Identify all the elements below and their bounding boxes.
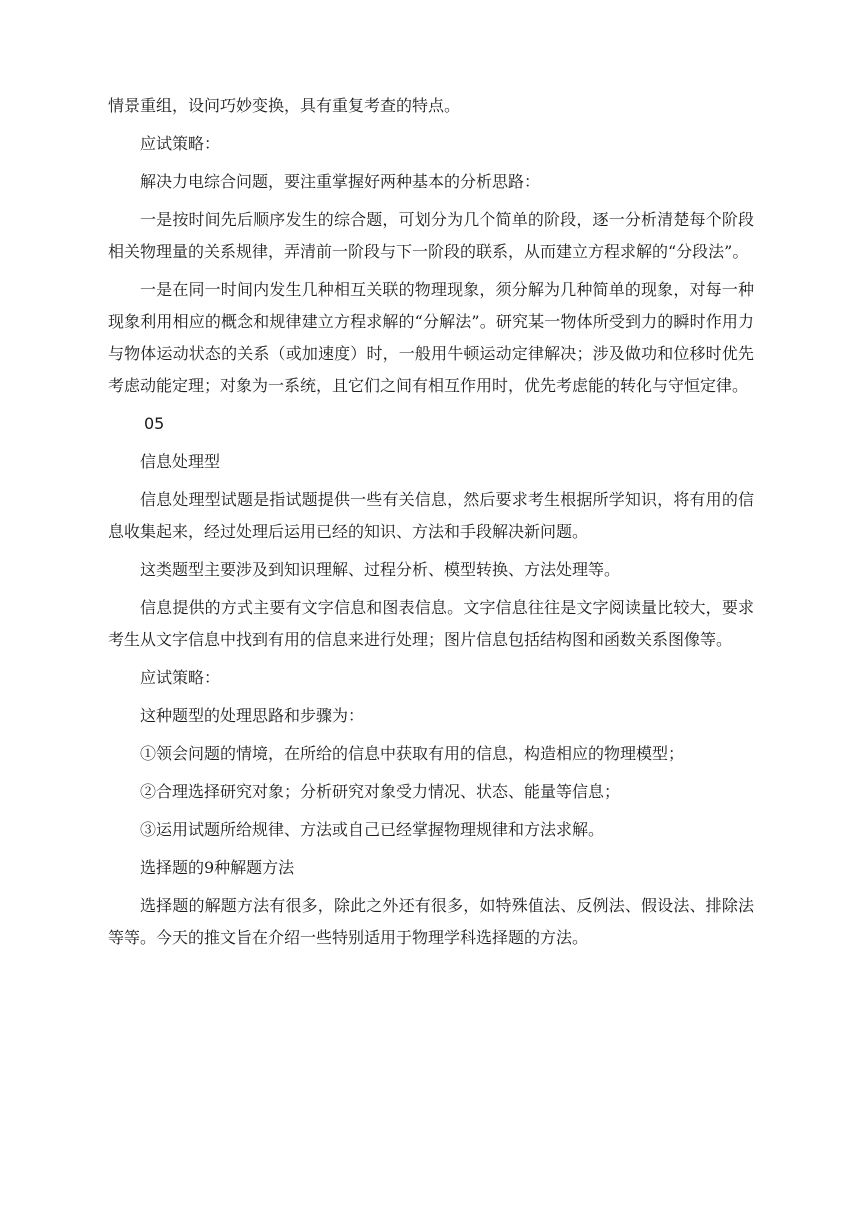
document-body — [108, 90, 754, 960]
paragraph: 这类题型主要涉及到知识理解、过程分析、模型转换、方法处理等。 — [140, 560, 621, 579]
section-number: 05 — [144, 414, 165, 433]
paragraph: 一是按时间先后顺序发生的综合题，可划分为几个简单的阶段，逐一分析清楚每个阶段相关物理量的关系规律，弄清前一阶段与下一阶段的联系，从而建立方程求解的“分段法”。 — [108, 210, 754, 261]
list-item: ③运用试题所给规律、方法或自己已经掌握物理规律和方法求解。 — [140, 820, 605, 839]
paragraph: 一是在同一时间内发生几种相互关联的物理现象，须分解为几种简单的现象，对每一种现象利用相应的概念和规律建立方程求解的“分解法”。研究某一物体所受到力的瞬时作用力与物体运动状态的关系（或加速度）时，一般用牛顿运动定律解决；涉及做功和位移时优先考虑动能定理；对象为一系统，且它们之间有相互作用时，优先考虑能的转化与守恒定律。 — [108, 280, 754, 395]
section-title: 选择题的9种解题方法 — [140, 858, 295, 877]
list-item: ①领会问题的情境，在所给的信息中获取有用的信息，构造相应的物理模型； — [140, 744, 685, 763]
list-item: ②合理选择研究对象；分析研究对象受力情况、状态、能量等信息； — [140, 782, 621, 801]
paragraph: 选择题的解题方法有很多，除此之外还有很多，如特殊值法、反例法、假设法、排除法等等。今天的推文旨在介绍一些特别适用于物理学科选择题的方法。 — [108, 896, 754, 947]
paragraph: 信息处理型试题是指试题提供一些有关信息，然后要求考生根据所学知识，将有用的信息收集起来，经过处理后运用已经的知识、方法和手段解决新问题。 — [108, 490, 754, 541]
paragraph-continuation: 情景重组，设问巧妙变换，具有重复考查的特点。 — [108, 96, 461, 115]
strategy-heading: 应试策略： — [140, 134, 221, 153]
paragraph: 信息提供的方式主要有文字信息和图表信息。文字信息往往是文字阅读量比较大，要求考生从文字信息中找到有用的信息来进行处理；图片信息包括结构图和函数关系图像等。 — [108, 598, 754, 649]
strategy-heading: 应试策略： — [140, 668, 221, 687]
paragraph: 这种题型的处理思路和步骤为： — [140, 706, 365, 725]
section-title: 信息处理型 — [140, 452, 221, 471]
paragraph: 解决力电综合问题，要注重掌握好两种基本的分析思路： — [140, 172, 541, 191]
